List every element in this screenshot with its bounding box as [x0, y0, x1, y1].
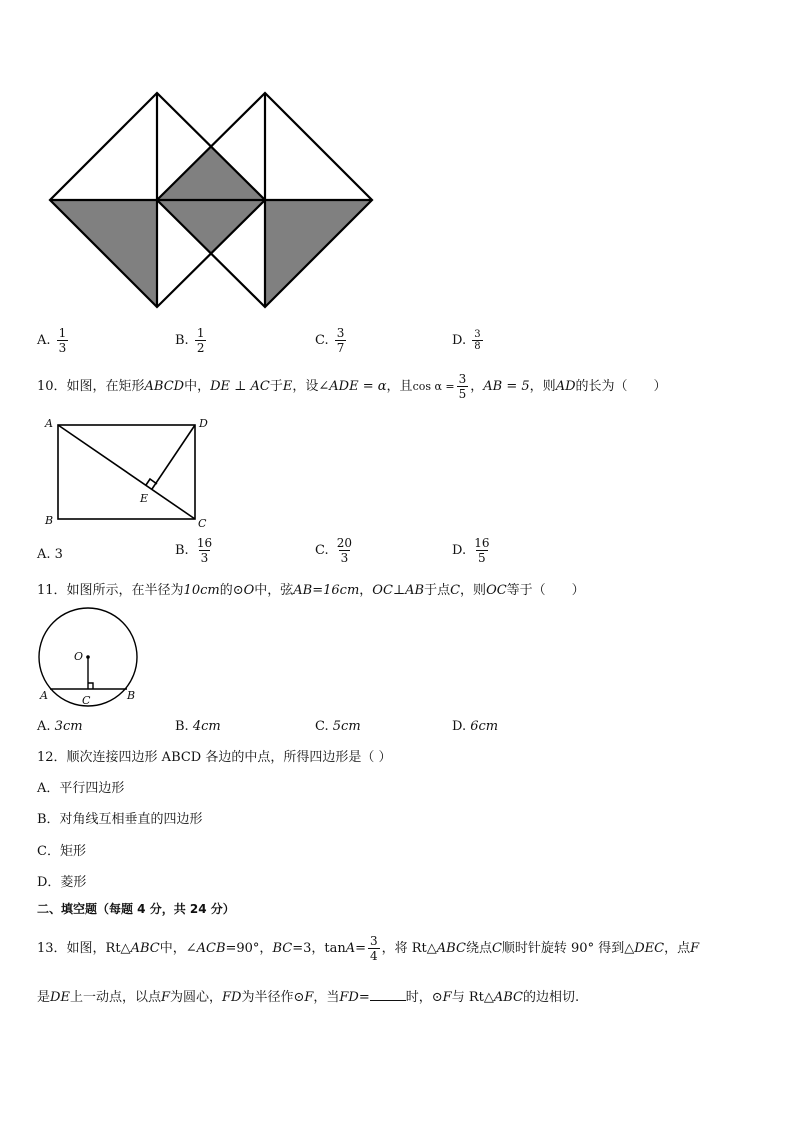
q9-option-a[interactable]: A. $\frac{1}{3}$	[37, 326, 67, 355]
q11-option-d[interactable]: D. 6cm	[452, 719, 499, 734]
label-e: E	[140, 492, 149, 505]
q9-option-d[interactable]: D. $\frac{3}{8}$	[452, 329, 481, 352]
q9-shaded-regions	[50, 146, 372, 307]
q10-option-b[interactable]: B. $\frac{16}{3}$	[175, 536, 213, 565]
fraction: $\frac{3}{8}$	[474, 329, 481, 352]
answer-blank[interactable]	[370, 988, 406, 1001]
q12-stem: 12．顺次连接四边形 ABCD 各边的中点，所得四边形是（ ）	[37, 750, 392, 765]
fraction: $\frac{16}{5}$	[474, 536, 490, 565]
segment-de	[152, 425, 195, 489]
fraction: $\frac{3}{5}$	[458, 372, 467, 401]
fraction: $\frac{16}{3}$	[196, 536, 213, 565]
q11-option-c[interactable]: C. 5cm	[315, 719, 361, 734]
center-point	[86, 655, 90, 659]
q11-figure	[34, 602, 146, 708]
q12-option-b[interactable]: B．对角线互相垂直的四边形	[37, 812, 203, 827]
q11-option-b[interactable]: B. 4cm	[175, 719, 221, 734]
q9-option-b[interactable]: B. $\frac{1}{2}$	[175, 326, 205, 355]
right-angle-mark	[88, 683, 93, 689]
section-heading: 二、填空题（每题 4 分，共 24 分）	[37, 902, 235, 916]
q10-option-d[interactable]: D. $\frac{16}{5}$	[452, 536, 490, 565]
q12-option-c[interactable]: C．矩形	[37, 844, 86, 859]
q9-option-c[interactable]: C. $\frac{3}{7}$	[315, 326, 345, 355]
diagonal-ac	[58, 425, 195, 519]
label-b: B	[127, 689, 136, 702]
q9-figure	[40, 85, 385, 315]
q12-option-a[interactable]: A．平行四边形	[37, 781, 125, 796]
q10-option-c[interactable]: C. $\frac{20}{3}$	[315, 536, 353, 565]
q13-stem-line1: 13．如图，Rt△ABC中，∠ACB=90°，BC=3，tanA= $\frac{3}{4}$ ，将 Rt△ABC绕点C顺时针旋转 90° 得到△DEC，点F	[37, 934, 700, 963]
fraction: $\frac{3}{4}$	[370, 934, 378, 963]
q10-stem: 10．如图，在矩形ABCD中，DE ⊥ AC于E，设∠ADE = α，且cos α = $\frac{3}{5}$ ，AB = 5，则AD的长为（ ）	[37, 372, 667, 401]
q10-figure	[40, 413, 220, 533]
q13-stem-line2: 是DE上一动点，以点F为圆心，FD为半径作⊙F，当FD= 时，⊙F与 Rt△ABC的边相切.	[37, 990, 580, 1005]
label-o: O	[74, 650, 84, 663]
label-a: A	[45, 417, 53, 430]
q11-stem: 11．如图所示，在半径为10cm的⊙O中，弦AB=16cm，OC⊥AB于点C，则OC等于（ ）	[37, 583, 585, 598]
label-c: C	[198, 517, 207, 530]
label-b: B	[45, 514, 54, 527]
label-a: A	[40, 689, 48, 702]
label-c: C	[82, 694, 91, 707]
fraction: $\frac{1}{3}$	[58, 326, 67, 355]
fraction: $\frac{1}{2}$	[196, 326, 205, 355]
q12-option-d[interactable]: D．菱形	[37, 875, 87, 890]
fraction: $\frac{20}{3}$	[336, 536, 353, 565]
q9-outline	[50, 93, 372, 307]
fraction: $\frac{3}{7}$	[336, 326, 345, 355]
q11-option-a[interactable]: A. 3cm	[37, 719, 83, 734]
q10-option-a[interactable]: A. 3	[37, 547, 63, 562]
label-d: D	[199, 417, 208, 430]
